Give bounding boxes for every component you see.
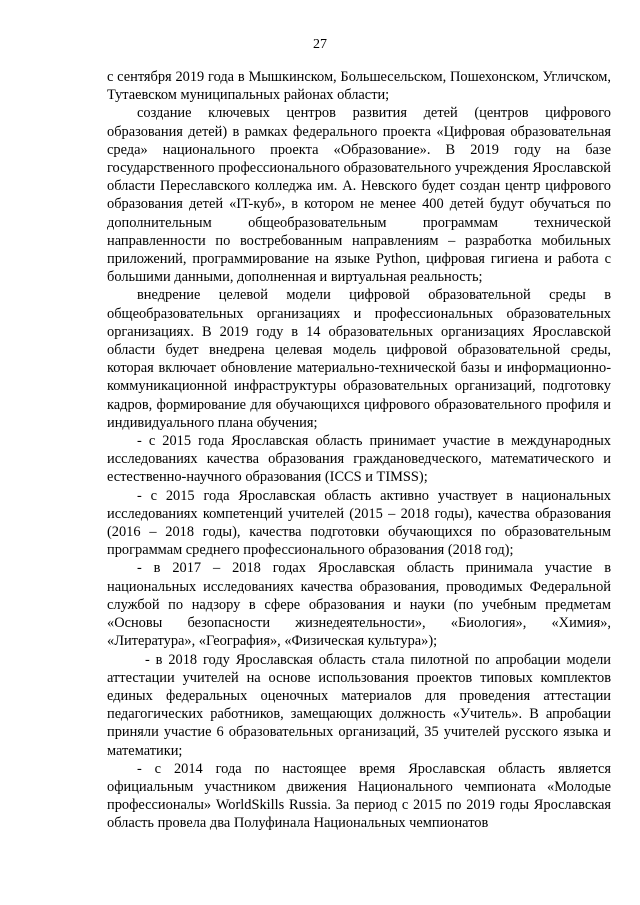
paragraph-quality-research: - в 2017 – 2018 годах Ярославская область принимала участие в национальных исследованиях качества образования, проводимых Федеральной службой по надзору в сфере образования и науки (по учебным предметам «Основы безопасности жизнедеятельности», «Биология», «Химия», «Литература», «География», «Физическая культура»); (107, 560, 611, 650)
paragraph-digital-environment: внедрение целевой модели цифровой образовательной среды в общеобразовательных организациях и профессиональных образовательных организациях. В 2019 году в 14 образовательных организациях Ярославской области будет внедрена целевая модель цифровой образовательной среды, которая включает обновление материально-технической базы и информационно-коммуникационной инфраструктуры образовательных организаций, подготовку кадров, формирование для обучающихся цифрового образовательного профиля и индивидуального плана обучения; (107, 287, 611, 431)
paragraph-international-research: - с 2015 года Ярославская область принимает участие в международных исследованиях качества образования граждановедческого, математического и естественно-научного образования (ICCS и TIMSS); (107, 433, 611, 486)
paragraph-digital-centers: создание ключевых центров развития детей (центров цифрового образования детей) в рамках федерального проекта «Цифровая образовательная среда» национального проекта «Образование». В 2019 году на базе государственного профессионального образовательного учреждения Ярославской области Переславского колледжа им. А. Невского будет создан центр цифрового образования детей «IT-куб», в котором не менее 400 детей будут обучаться по дополнительным общеобразовательным программам технической направленности по востребованным направлениям – разработка мобильных приложений, программирование на языке Python, цифровая гигиена и работа с большими данными, дополненная и виртуальная реальность; (107, 105, 611, 286)
paragraph-continuation: с сентября 2019 года в Мышкинском, Большесельском, Пошехонском, Угличском, Тутаевском муниципальных районах области; (107, 69, 611, 104)
document-body (107, 68, 611, 833)
paragraph-worldskills: - с 2014 года по настоящее время Ярославская область является официальным участником движения Национального чемпионата «Молодые профессионалы» WorldSkills Russia. За период с 2015 по 2019 годы Ярославская область провела два Полуфинала Национальных чемпионатов (107, 760, 611, 832)
paragraph-teacher-attestation: - в 2018 году Ярославская область стала пилотной по апробации модели аттестации учителей на основе использования проектов типовых комплектов единых федеральных оценочных материалов для проведения аттестации педагогических работников, замещающих должность «Учитель». В апробации приняли участие 6 образовательных организаций, 35 учителей русского языка и математики; (107, 651, 611, 759)
page-number: 27 (313, 37, 327, 52)
paragraph-national-research: - с 2015 года Ярославская область активно участвует в национальных исследованиях компетенций учителей (2015 – 2018 годы), качества образования (2016 – 2018 годы), качества подготовки обучающихся по образовательным программам среднего профессионального образования (2018 год); (107, 487, 611, 559)
